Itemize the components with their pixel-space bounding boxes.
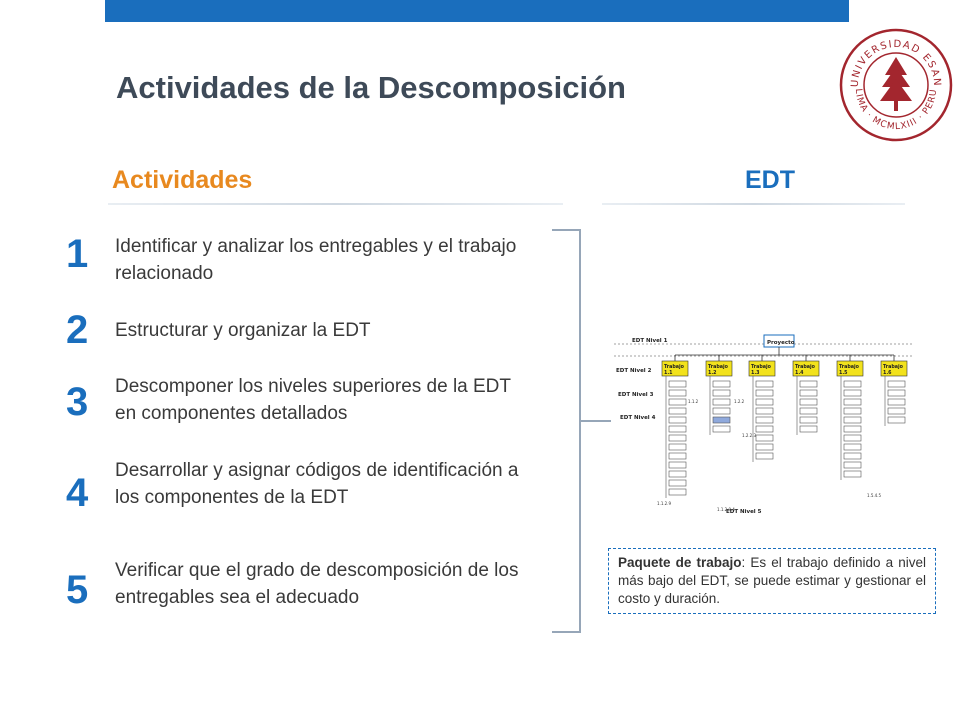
edt-sub-node bbox=[756, 426, 773, 432]
edt-level-label-1: EDT Nivel 1 bbox=[632, 338, 668, 344]
step-number-2: 2 bbox=[66, 308, 89, 352]
edt-sub-node bbox=[756, 444, 773, 450]
activities-header: Actividades bbox=[112, 166, 253, 194]
edt-level2-label: 1.6 bbox=[883, 371, 892, 376]
edt-code-5: 1.1.2.9 bbox=[657, 501, 671, 506]
edt-sub-node bbox=[756, 435, 773, 441]
edt-sub-node bbox=[844, 399, 861, 405]
edt-sub-node bbox=[844, 390, 861, 396]
edt-sub-node bbox=[800, 390, 817, 396]
edt-sub-node bbox=[756, 381, 773, 387]
edt-sub-node bbox=[756, 417, 773, 423]
edt-level2-label: Trabajo bbox=[883, 365, 903, 370]
step-number-5: 5 bbox=[66, 568, 89, 612]
edt-sub-node bbox=[844, 444, 861, 450]
edt-sub-node bbox=[844, 462, 861, 468]
edt-sub-node bbox=[844, 408, 861, 414]
svg-text:UNIVERSIDAD ESAN: UNIVERSIDAD ESAN bbox=[849, 38, 943, 88]
edt-sub-node bbox=[669, 471, 686, 477]
edt-divider bbox=[602, 203, 905, 205]
slide-title: Actividades de la Descomposición bbox=[116, 70, 626, 105]
university-seal-logo bbox=[838, 27, 954, 143]
top-accent-bar bbox=[105, 0, 849, 22]
edt-sub-node bbox=[756, 453, 773, 459]
edt-level2-label: Trabajo bbox=[795, 365, 815, 370]
edt-sub-node bbox=[713, 399, 730, 405]
edt-sub-node bbox=[669, 480, 686, 486]
step-number-4: 4 bbox=[66, 471, 89, 515]
step-text-1: Identificar y analizar los entregables y el trabajo relacionado bbox=[115, 236, 517, 284]
edt-sub-node bbox=[713, 390, 730, 396]
edt-level-label-2: EDT Nivel 2 bbox=[616, 368, 652, 374]
edt-level2-label: 1.4 bbox=[795, 371, 804, 376]
edt-sub-node bbox=[844, 471, 861, 477]
edt-level-label-5: EDT Nivel 5 bbox=[726, 509, 762, 515]
step-text-3: Descomponer los niveles superiores de la EDT en componentes detallados bbox=[115, 376, 511, 424]
edt-level2-label: 1.3 bbox=[751, 371, 760, 376]
edt-level2-label: Trabajo bbox=[708, 365, 728, 370]
edt-level-label-3: EDT Nivel 3 bbox=[618, 392, 654, 398]
edt-sub-node bbox=[844, 435, 861, 441]
edt-sub-node bbox=[888, 381, 905, 387]
edt-sub-node bbox=[669, 435, 686, 441]
edt-sub-node bbox=[669, 390, 686, 396]
edt-sub-node bbox=[800, 417, 817, 423]
step-text-4: Desarrollar y asignar códigos de identificación a los componentes de la EDT bbox=[115, 460, 519, 508]
step-text-2: Estructurar y organizar la EDT bbox=[115, 320, 371, 341]
edt-level2-label: 1.5 bbox=[839, 371, 848, 376]
activities-divider bbox=[108, 203, 563, 205]
edt-sub-node bbox=[713, 417, 730, 423]
edt-root-label: Proyecto bbox=[767, 340, 795, 346]
edt-sub-node bbox=[844, 417, 861, 423]
bracket-connector bbox=[581, 420, 611, 422]
edt-sub-node bbox=[800, 426, 817, 432]
edt-level-label-4: EDT Nivel 4 bbox=[620, 415, 656, 421]
edt-sub-node bbox=[844, 426, 861, 432]
edt-header: EDT bbox=[745, 166, 795, 194]
work-package-note bbox=[608, 548, 936, 614]
edt-level2-label: Trabajo bbox=[839, 365, 859, 370]
edt-sub-node bbox=[669, 408, 686, 414]
edt-sub-node bbox=[713, 381, 730, 387]
step-number-3: 3 bbox=[66, 380, 89, 424]
edt-sub-node bbox=[669, 399, 686, 405]
edt-sub-node bbox=[669, 462, 686, 468]
edt-sub-node bbox=[800, 399, 817, 405]
edt-sub-node bbox=[756, 399, 773, 405]
step-number-1: 1 bbox=[66, 232, 89, 276]
edt-level2-label: 1.1 bbox=[664, 371, 673, 376]
edt-sub-node bbox=[669, 444, 686, 450]
edt-code-4: 1.5.4.5 bbox=[867, 493, 881, 498]
edt-sub-node bbox=[844, 381, 861, 387]
edt-sub-node bbox=[713, 426, 730, 432]
note-definition: : Es el trabajo definido a nivel más bajo del EDT, se puede estimar y gestionar el costo y duración. bbox=[618, 555, 926, 606]
steps-bracket bbox=[552, 229, 581, 633]
edt-sub-node bbox=[756, 408, 773, 414]
edt-code-6: 1.1.2.9.4 bbox=[717, 507, 735, 512]
note-term: Paquete de trabajo bbox=[618, 555, 742, 570]
edt-code-3: 1.2.2.3 bbox=[742, 433, 756, 438]
edt-sub-node bbox=[800, 381, 817, 387]
tree-icon bbox=[880, 57, 912, 111]
edt-sub-node bbox=[888, 390, 905, 396]
edt-sub-node bbox=[888, 399, 905, 405]
edt-sub-node bbox=[844, 453, 861, 459]
edt-sub-node bbox=[713, 408, 730, 414]
edt-sub-node bbox=[669, 489, 686, 495]
edt-code-1: 1.1.2 bbox=[688, 399, 699, 404]
edt-sub-node bbox=[888, 408, 905, 414]
edt-sub-node bbox=[669, 426, 686, 432]
edt-sub-node bbox=[888, 417, 905, 423]
step-text-5: Verificar que el grado de descomposición de los entregables sea el adecuado bbox=[115, 560, 519, 608]
edt-level2-label: Trabajo bbox=[664, 365, 684, 370]
edt-sub-node bbox=[669, 381, 686, 387]
edt-level2-label: Trabajo bbox=[751, 365, 771, 370]
svg-text:LIMA · MCMLXIII · PERU: LIMA · MCMLXIII · PERU bbox=[852, 88, 940, 133]
edt-sub-node bbox=[669, 417, 686, 423]
edt-diagram bbox=[612, 325, 922, 520]
edt-level2-label: 1.2 bbox=[708, 371, 717, 376]
edt-sub-node bbox=[800, 408, 817, 414]
edt-sub-node bbox=[669, 453, 686, 459]
edt-sub-node bbox=[756, 390, 773, 396]
edt-code-2: 1.2.2 bbox=[734, 399, 745, 404]
